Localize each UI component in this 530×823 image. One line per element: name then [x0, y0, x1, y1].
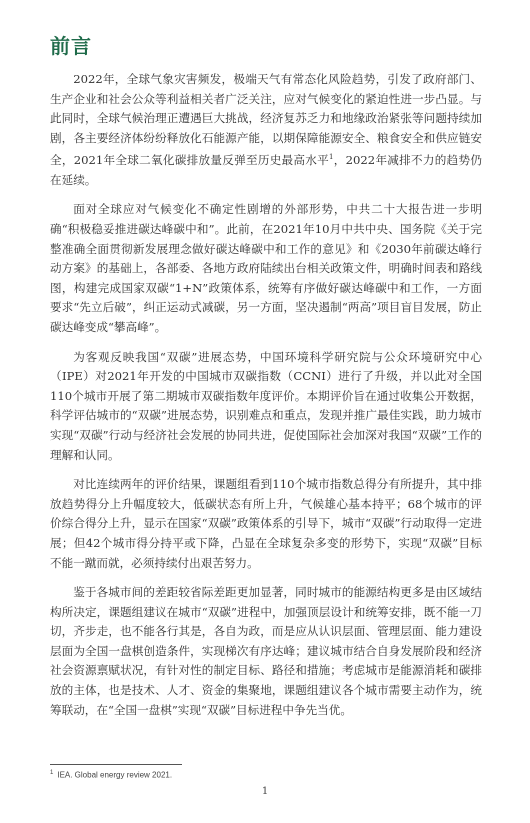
- page-title: 前言: [50, 34, 92, 58]
- page-number: 1: [261, 786, 269, 797]
- paragraph-1: [50, 70, 482, 190]
- footnote-reference: 1: [329, 153, 334, 162]
- paragraph-1-text: 2022年，全球气象灾害频发，极端天气有常态化风险趋势，引发了政府部门、生产企业和社会公众等利益相关者广泛关注，应对气候变化的紧迫性进一步凸显。与此同时，全球气候治理正遭遇巨大挑战，经济复苏乏力和地缘政治紧张等问题持续加剧，各主要经济体纷纷释放化石能源产能，以期保障能源安全、粮食安全和供应链安全，2021年全球二氧化碳排放量反弹至历史最高水平: [50, 72, 482, 168]
- footnote-divider: [50, 764, 182, 765]
- body-text: [50, 70, 482, 730]
- footnote: [50, 770, 172, 780]
- footnote-text: IEA. Global energy review 2021.: [57, 770, 173, 780]
- paragraph-4: 对比连续两年的评价结果，课题组看到110个城市指数总得分有所提升，其中排放趋势得分上升幅度较大，低碳状态有所上升，气候雄心基本持平；68个城市的评价综合得分上升，显示在国家“双碳”政策体系的引导下，城市“双碳”行动取得一定进展；但42个城市得分持平或下降，凸显在全球复杂多变的形势下，实现“双碳”目标不能一蹴而就，必须持续付出艰苦努力。: [50, 477, 482, 570]
- paragraph-2: 面对全球应对气候变化不确定性剧增的外部形势，中共二十大报告进一步明确“积极稳妥推进碳达峰碳中和”。此前，在2021年10月中共中央、国务院《关于完整准确全面贯彻新发展理念做好碳达峰碳中和工作的意见》和《2030年前碳达峰行动方案》的基础上，各部委、各地方政府陆续出台相关政策文件，明确时间表和路线图，构建完成国家双碳“1+N”政策体系，统筹有序做好碳达峰碳中和工作，一方面要求“先立后破”，纠正运动式减碳，另一方面，坚决遏制“两高”项目盲目发展，防止碳达峰变成“攀高峰”。: [50, 202, 482, 334]
- paragraph-1-text-end: ，2022年减排不力的趋势仍在延续。: [50, 153, 482, 187]
- paragraph-5: 鉴于各城市间的差距较省际差距更加显著，同时城市的能源结构更多是由区域结构所决定，课题组建议在城市“双碳”进程中，加强顶层设计和统筹安排，既不能一刀切，齐步走，也不能各行其是，各自为政，而是应从认识层面、管理层面、能力建设层面为全国一盘棋创造条件，实现梯次有序达峰；建议城市结合自身发展阶段和经济社会资源禀赋状况，有针对性的制定目标、路径和措施；考虑城市是能源消耗和碳排放的主体，也是技术、人才、资金的集聚地，课题组建议各个城市需要主动作为，统筹联动，在“全国一盘棋”实现“双碳”目标进程中争先当优。: [50, 585, 482, 717]
- footnote-marker: 1: [50, 770, 54, 776]
- paragraph-3: 为客观反映我国“双碳”进展态势，中国环境科学研究院与公众环境研究中心（IPE）对2021年开发的中国城市双碳指数（CCNI）进行了升级，并以此对全国110个城市开展了第二期城市双碳指数年度评价。本期评价旨在通过收集公开数据，科学评估城市的“双碳”进展态势，识别难点和重点，发现并推广最佳实践，助力城市实现“双碳”行动与经济社会发展的协同共进，促使国际社会加深对我国“双碳”工作的理解和认同。: [50, 349, 482, 462]
